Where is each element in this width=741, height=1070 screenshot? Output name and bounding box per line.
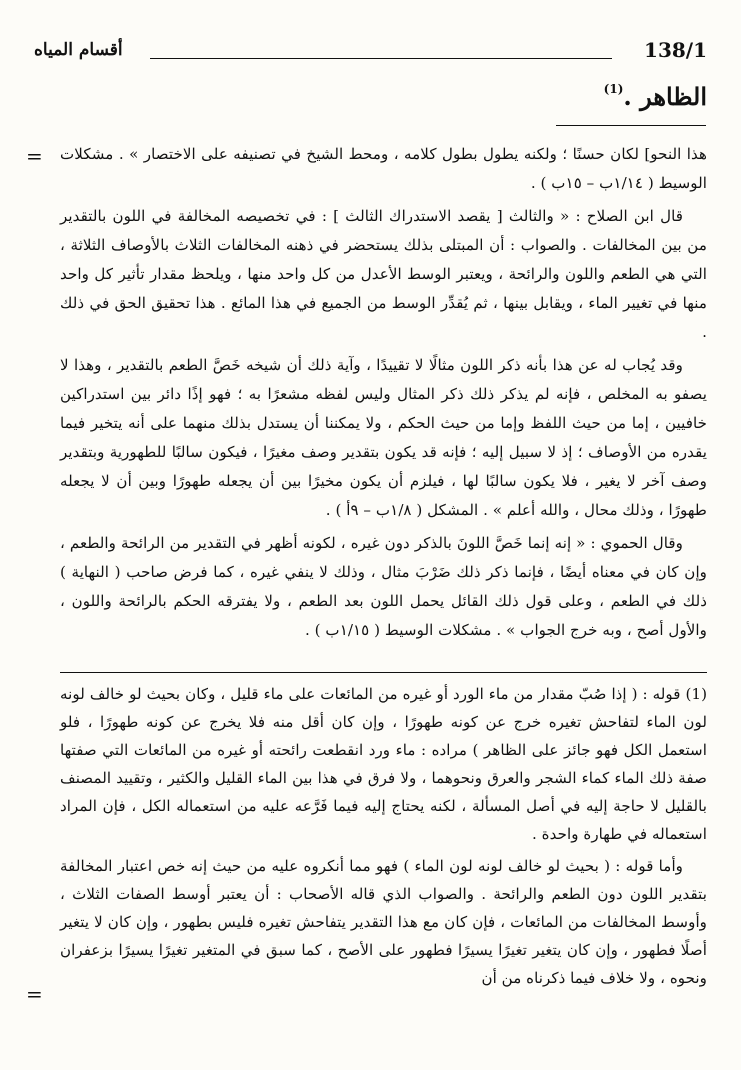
continuation-mark-top: = (26, 144, 43, 168)
running-header (30, 38, 707, 68)
heading-underline (556, 125, 706, 126)
heading-footnote-ref: (1) (603, 82, 624, 96)
header-rule (150, 58, 612, 59)
chapter-title: أقسام المياه (34, 40, 123, 60)
body-paragraph: وقال الحموي : « إنه إنما خَصَّ اللونَ بالذكر دون غيره ، لكونه أظهر في التقدير من الرائحة والطعم ، وإن كان في معناه أيضًا ، فإنما ذكر ذلك ضَرْبَ مثال ، وذلك لا ينفي غيره ، كما فرض صاحب ( النهاية ) ذلك في الطعم ، وعلى قول ذلك القائل يحمل اللون بعد الطعم ، ولا يفترقه الحكم بالرائحة واللون ، والأول أصح ، وبه خرج الجواب » . مشكلات الوسيط ( ١/١٥ب ) . (60, 534, 707, 639)
body-paragraph: قال ابن الصلاح : « والثالث [ يقصد الاستدراك الثالث ] : في تخصيصه المخالفة في اللون بالتقدير من بين المخالفات . والصواب : أن المبتلى بذلك يستحضر في ذهنه المخالفات الثلاث بالأوصاف الثلاثة ، التي هي الطعم واللون والرائحة ، ويعتبر الوسط الأعدل من كل واحد منها ، ويلحظ مقدار تأثير كل واحد منها في تغيير الماء ، ويقابل بينها ، ثم يُقدِّر الوسط من الجميع في هذا المائع . هذا تحقيق الحق في ذلك . (60, 207, 707, 341)
footnotes (60, 680, 707, 996)
heading-text: الظاهر . (623, 82, 707, 111)
footnote-paragraph: وأما قوله : ( بحيث لو خالف لونه لون الماء ) فهو مما أنكروه عليه من حيث إنه خص اعتبار المخالفة بتقدير اللون دون الطعم والرائحة . والصواب الذي قاله الأصحاب : أن يعتبر أوسط الصفات الثلاث ، وأوسط المخالفات من المائعات ، فإن كان مع هذا التقدير يتفاحش تغيره فليس بطهور ، وإن كان لا يتغير أصلًا فطهور ، وإن كان يتغير تغيرًا يسيرًا فطهور على الأصح ، كما سبق في المتغير تغيرًا يسيرًا بزعفران ونحوه ، ولا خلاف فيما ذكرناه من أن (60, 857, 707, 987)
page-number: 138/1 (644, 38, 707, 62)
body-paragraph: وقد يُجاب له عن هذا بأنه ذكر اللون مثالًا لا تقييدًا ، وآية ذلك أن شيخه خَصَّ الطعم بالتقدير ، وهذا لا يصفو به المخلص ، فإنه لم يذكر ذلك ذكر المثال وليس لفظه مشعرًا به ؛ فهو إذًا دائر بين استدراكين خافيين ، إما من حيث اللفظ وإما من حيث الحكم ، ولا يمكننا أن يستدل بذلك منهما على أنه يتخير فيما يقدره من الأوصاف ؛ إذ لا سبيل إليه ؛ فإنه قد يكون بتقدير وصف مغيرًا ، فيكون سالبًا للطهورية وبتقدير وصف آخر لا يغير ، فلا يكون سالبًا لها ، فيلزم أن يكون مخيرًا بين أن يجعله طهورًا وبين أن لا يجعله طهورًا ، وذلك محال ، والله أعلم » . المشكل ( ١/٨ب – ٩أ ) . (60, 356, 707, 519)
body-paragraph: هذا النحو] لكان حسنًا ؛ ولكنه يطول بطول كلامه ، ومحط الشيخ في تصنيفه على الاختصار » . مشكلات الوسيط ( ١/١٤ب – ١٥ب ) . (60, 145, 707, 192)
footnote-separator (60, 672, 707, 673)
main-text (60, 140, 707, 649)
section-heading (598, 82, 707, 111)
continuation-mark-bottom: = (26, 982, 43, 1006)
footnote-paragraph: (1) قوله : ( إذا صُبّ مقدار من ماء الورد أو غيره من المائعات على ماء قليل ، وكان بحيث لو خالف لونه لون الماء لتفاحش تغيره خرج عن كونه طهورًا ، وإن كان أقل منه فلا يخرج عن كونه طهورًا ، فلو استعمل الكل فهو جائز على الظاهر ) مراده : ماء ورد انقطعت رائحته أو غيره من المائعات التي صفتها صفة ذلك الماء كماء الشجر والعرق ونحوهما ، ولا فرق في هذا بين الماء القليل والكثير ، وتقييد المصنف بالقليل لا حاجة إليه في أصل المسألة ، لكنه يحتاج إليه فيما فَرَّعه عليه من استعماله الكل ، فإن المراد استعماله في طهارة واحدة . (60, 685, 707, 843)
